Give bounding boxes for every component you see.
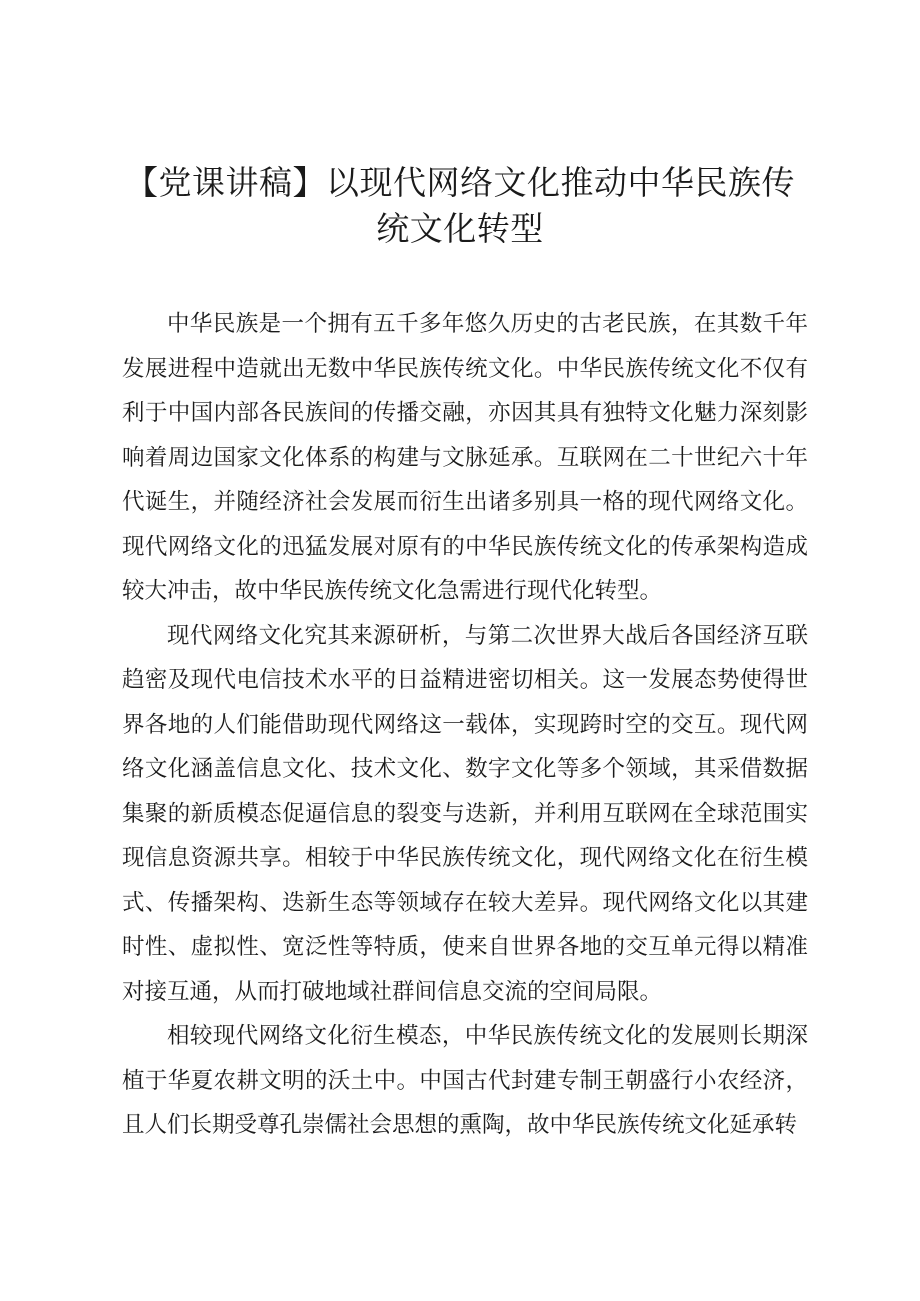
document-body [122,302,808,1148]
document-title [110,160,810,252]
title-line-1: 【党课讲稿】以现代网络文化推动中华民族传 [125,163,795,202]
title-line-2: 统文化转型 [376,209,544,248]
paragraph-2: 现代网络文化究其来源研析，与第二次世界大战后各国经济互联趋密及现代电信技术水平的日益精进密切相关。这一发展态势使得世界各地的人们能借助现代网络这一载体，实现跨时空的交互。现代网络文化涵盖信息文化、技术文化、数字文化等多个领域，其采借数据集聚的新质模态促逼信息的裂变与迭新，并利用互联网在全球范围实现信息资源共享。相较于中华民族传统文化，现代网络文化在衍生模式、传播架构、迭新生态等领域存在较大差异。现代网络文化以其建时性、虚拟性、宽泛性等特质，使来自世界各地的交互单元得以精准对接互通，从而打破地域社群间信息交流的空间局限。 [122,622,808,1005]
paragraph-3: 相较现代网络文化衍生模态，中华民族传统文化的发展则长期深植于华夏农耕文明的沃土中。中国古代封建专制王朝盛行小农经济，且人们长期受尊孔崇儒社会思想的熏陶，故中华民族传统文化延承转 [122,1023,808,1138]
paragraph-1: 中华民族是一个拥有五千多年悠久历史的古老民族，在其数千年发展进程中造就出无数中华民族传统文化。中华民族传统文化不仅有利于中国内部各民族间的传播交融，亦因其具有独特文化魅力深刻影响着周边国家文化体系的构建与文脉延承。互联网在二十世纪六十年代诞生，并随经济社会发展而衍生出诸多别具一格的现代网络文化。现代网络文化的迅猛发展对原有的中华民族传统文化的传承架构造成较大冲击，故中华民族传统文化急需进行现代化转型。 [122,311,808,604]
